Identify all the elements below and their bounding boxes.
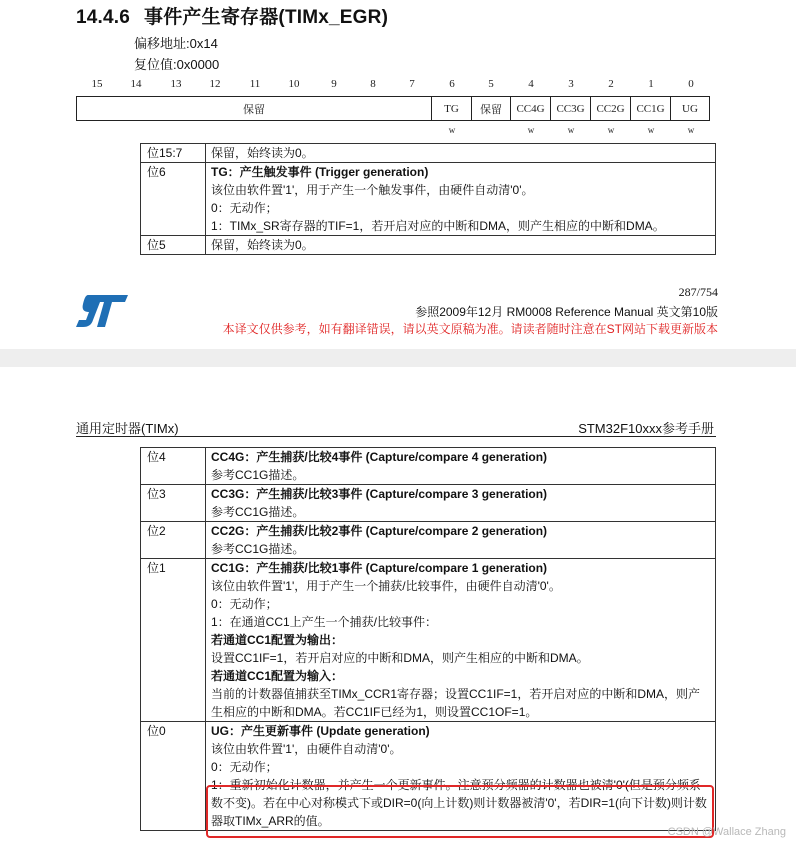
table-row — [141, 559, 716, 722]
bit-description — [206, 144, 716, 163]
bit-number: 2 — [608, 78, 614, 90]
bit-description — [206, 448, 716, 485]
field-heading: CC1G：产生捕获/比较1事件 (Capture/compare 1 generation) — [211, 561, 548, 575]
table-row — [141, 236, 716, 255]
subheading: 若通道CC1配置为输入： — [211, 669, 344, 683]
description-line: 保留，始终读为0。 — [211, 238, 314, 252]
translation-disclaimer: 本译文仅供参考，如有翻译错误，请以英文原稿为准。请读者随时注意在ST网站下载更新版本 — [222, 322, 718, 336]
bit-number: 7 — [409, 78, 415, 90]
field-heading: UG：产生更新事件 (Update generation) — [211, 724, 430, 738]
bit-number: 12 — [209, 78, 221, 90]
bit-label: 位3 — [141, 485, 206, 522]
description-line: 0：无动作； — [211, 597, 278, 611]
access-tg: w — [448, 125, 456, 135]
table-row — [141, 144, 716, 163]
bit-description-table-2 — [140, 447, 716, 831]
description-line: 该位由软件置'1'，用于产生一个触发事件，由硬件自动清'0'。 — [211, 183, 534, 197]
bit-number: 4 — [528, 78, 534, 90]
field-heading: CC3G：产生捕获/比较3事件 (Capture/compare 3 generation) — [211, 487, 548, 501]
description-line: 参考CC1G描述。 — [211, 505, 305, 519]
description-line: 该位由软件置'1'，由硬件自动清'0'。 — [211, 742, 402, 756]
bit-label: 位1 — [141, 559, 206, 722]
register-title: 事件产生寄存器(TIMx_EGR) — [144, 7, 389, 28]
access-cc4g: w — [527, 125, 535, 135]
description-line: 当前的计数器值捕获至TIMx_CCR1寄存器；设置CC1IF=1，若开启对应的中断和DMA，则产生相应的中断和DMA。若CC1IF已经为1，则设置CC1OF=1。 — [211, 687, 701, 719]
highlighted-description-line: 1：重新初始化计数器，并产生一个更新事件。注意预分频器的计数器也被清'0'(但是预分频系数不变)。若在中心对称模式下或DIR=0(向上计数)则计数器被清'0'，若DIR=1(向下计数)则计数器取TIMx_ARR的值。 — [211, 778, 707, 828]
st-logo-icon — [74, 293, 130, 329]
bit-number: 0 — [688, 78, 694, 90]
register-bit-diagram — [76, 96, 710, 121]
field-cc1g: CC1G — [631, 97, 671, 120]
watermark: CSDN @Wallace Zhang — [667, 826, 786, 838]
header-rule — [76, 436, 716, 437]
bit-label: 位6 — [141, 163, 206, 236]
bit-description — [206, 163, 716, 236]
access-cc2g: w — [607, 125, 615, 135]
description-line: 0：无动作； — [211, 760, 278, 774]
bit-number: 15 — [91, 78, 103, 90]
field-heading: CC2G：产生捕获/比较2事件 (Capture/compare 2 generation) — [211, 524, 548, 538]
bit-description — [206, 559, 716, 722]
bit-number: 11 — [249, 78, 261, 90]
page-separator — [0, 349, 796, 367]
bit-number: 10 — [288, 78, 300, 90]
access-ug: w — [687, 125, 695, 135]
bit-description — [206, 236, 716, 255]
page-number: 287/754 — [678, 285, 718, 299]
table-row — [141, 448, 716, 485]
bit-number: 6 — [449, 78, 455, 90]
field-cc3g: CC3G — [551, 97, 591, 120]
bit-number: 5 — [488, 78, 494, 90]
table-row — [141, 522, 716, 559]
highlight-annotation-box — [206, 785, 714, 838]
bit-label: 位2 — [141, 522, 206, 559]
bit-number: 1 — [648, 78, 654, 90]
section-number: 14.4.6 — [76, 7, 131, 28]
bit-description — [206, 485, 716, 522]
description-line: 参考CC1G描述。 — [211, 468, 305, 482]
description-line: 0：无动作； — [211, 201, 278, 215]
page-header-left: 通用定时器(TIMx) — [76, 421, 179, 436]
description-line: 保留，始终读为0。 — [211, 146, 314, 160]
page-header-right: STM32F10xxx参考手册 — [578, 421, 714, 436]
field-ug: UG — [682, 102, 698, 115]
bit-number: 13 — [170, 78, 182, 90]
access-cc3g: w — [567, 125, 575, 135]
reference-note: 参照2009年12月 RM0008 Reference Manual 英文第10版 — [415, 305, 718, 319]
field-reserved-high: 保留 — [77, 97, 432, 120]
description-line: 1：在通道CC1上产生一个捕获/比较事件： — [211, 615, 438, 629]
bit-number: 8 — [370, 78, 376, 90]
field-cc4g: CC4G — [511, 97, 551, 120]
field-cc2g: CC2G — [591, 97, 631, 120]
bit-description-table-1 — [140, 143, 716, 255]
field-heading: CC4G：产生捕获/比较4事件 (Capture/compare 4 generation) — [211, 450, 548, 464]
bit-number: 3 — [568, 78, 574, 90]
table-row — [141, 485, 716, 522]
bit-number: 14 — [130, 78, 142, 90]
bit-number: 9 — [331, 78, 337, 90]
reset-value: 复位值:0x0000 — [134, 57, 220, 72]
description-line: 参考CC1G描述。 — [211, 542, 305, 556]
field-heading: TG：产生触发事件 (Trigger generation) — [211, 165, 429, 179]
description-line: 设置CC1IF=1，若开启对应的中断和DMA，则产生相应的中断和DMA。 — [211, 651, 589, 665]
bit-label: 位4 — [141, 448, 206, 485]
section-title — [76, 2, 388, 29]
subheading: 若通道CC1配置为输出： — [211, 633, 344, 647]
offset-address: 偏移地址:0x14 — [134, 36, 218, 51]
bit-description — [206, 522, 716, 559]
access-cc1g: w — [647, 125, 655, 135]
field-reserved-bit5: 保留 — [472, 97, 511, 120]
bit-label: 位0 — [141, 722, 206, 831]
field-tg: TG — [432, 97, 472, 120]
bit-label: 位15:7 — [141, 144, 206, 163]
bit-label: 位5 — [141, 236, 206, 255]
description-line: 1：TIMx_SR寄存器的TIF=1，若开启对应的中断和DMA，则产生相应的中断和DMA。 — [211, 219, 665, 233]
table-row — [141, 163, 716, 236]
description-line: 该位由软件置'1'，用于产生一个捕获/比较事件，由硬件自动清'0'。 — [211, 579, 561, 593]
